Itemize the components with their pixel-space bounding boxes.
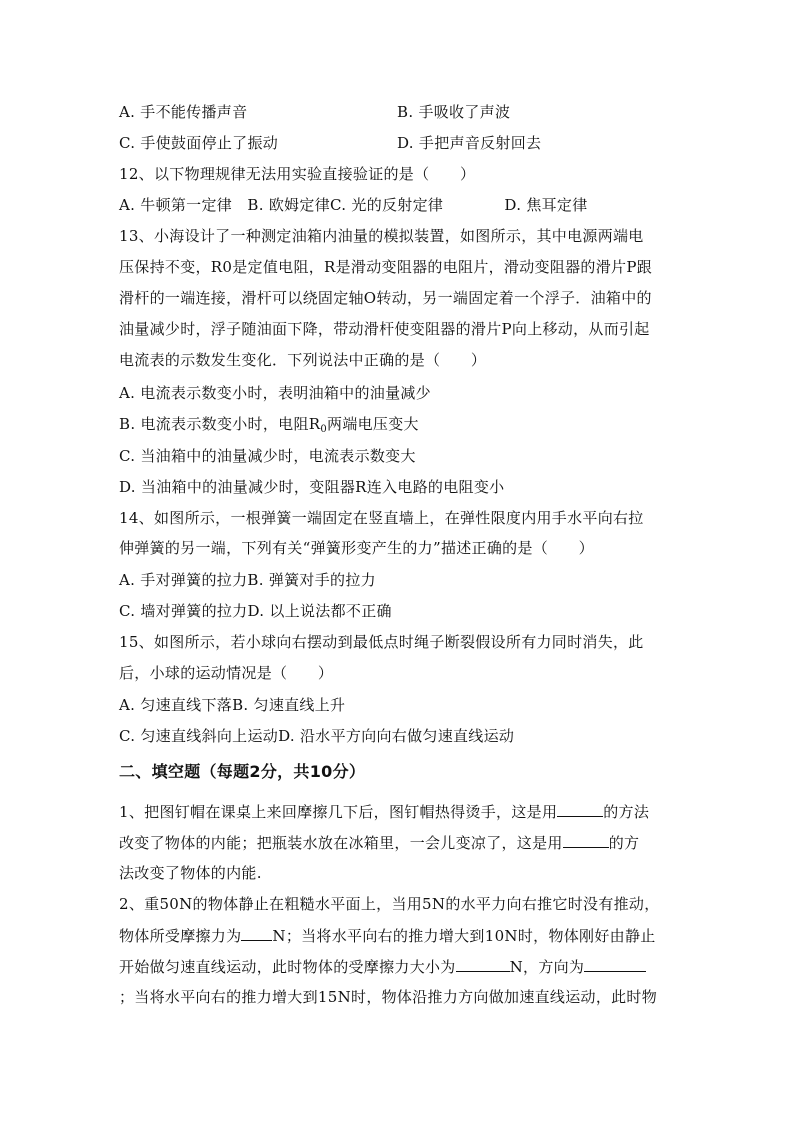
q13-stem-line-3: 滑杆的一端连接，滑杆可以绕固定轴O转动，另一端固定着一个浮子．油箱中的	[119, 289, 652, 307]
q15-stem-line-1: 15、如图所示，若小球向右摆动到最低点时绳子断裂假设所有力同时消失，此	[119, 633, 644, 651]
section-heading: 二、填空题（每题2分，共10分）	[119, 762, 366, 781]
q13-stem-line-1: 13、小海设计了一种测定油箱内油量的模拟装置，如图所示，其中电源两端电	[119, 227, 644, 245]
fill2-line-1: 2、重50N的物体静止在粗糙水平面上，当用5N的水平力向右推它时没有推动，	[119, 895, 660, 913]
q12-options: A. 牛顿第一定律 B. 欧姆定律C. 光的反射定律 D. 焦耳定律	[119, 196, 588, 214]
fill2-line-2-text-end: N；当将水平向右的推力增大到10N时，物体刚好由静止	[272, 927, 656, 945]
fill1-line-1-text-end: 的方法	[603, 803, 650, 821]
q13-option-c: C. 当油箱中的油量减少时，电流表示数变大	[119, 447, 416, 465]
q13-option-a: A. 电流表示数变小时，表明油箱中的油量减少	[119, 384, 431, 402]
fill1-line-2-text-end: 的方	[608, 834, 640, 852]
q14-options-cd: C. 墙对弹簧的拉力D. 以上说法都不正确	[119, 602, 392, 620]
fill1-line-3: 法改变了物体的内能.	[119, 864, 262, 882]
fill2-line-3-text: 开始做匀速直线运动，此时物体的受摩擦力大小为	[119, 958, 456, 976]
q13-option-b	[119, 414, 419, 440]
q13-stem-line-5: 电流表的示数发生变化．下列说法中正确的是（ ）	[119, 351, 487, 369]
answer-blank	[456, 956, 510, 972]
answer-blank	[557, 801, 603, 817]
q11-option-b: B. 手吸收了声波	[397, 103, 511, 121]
fill2-line-3	[119, 956, 646, 977]
q13-option-b-text: B. 电流表示数变小时，电阻R	[119, 415, 321, 433]
fill1-line-2	[119, 832, 639, 853]
fill2-line-2-text: 物体所受摩擦力为	[119, 927, 242, 945]
q13-option-b-subscript: 0	[320, 424, 328, 435]
fill2-line-2	[119, 925, 656, 946]
answer-blank	[241, 925, 272, 941]
q11-option-d: D. 手把声音反射回去	[397, 134, 542, 152]
q15-options-ab: A. 匀速直线下落B. 匀速直线上升	[119, 696, 346, 714]
fill2-line-4: ；当将水平向右的推力增大到15N时，物体沿推力方向做加速直线运动，此时物	[119, 988, 658, 1006]
q15-options-cd: C. 匀速直线斜向上运动D. 沿水平方向向右做匀速直线运动	[119, 727, 515, 745]
fill1-line-1	[119, 801, 649, 822]
q13-option-d: D. 当油箱中的油量减少时，变阻器R连入电路的电阻变小	[119, 478, 505, 496]
q13-stem-line-2: 压保持不变，R0是定值电阻，R是滑动变阻器的电阻片，滑动变阻器的滑片P跟	[119, 258, 653, 276]
q11-option-c: C. 手使鼓面停止了振动	[119, 134, 279, 152]
q14-stem-line-1: 14、如图所示，一根弹簧一端固定在竖直墙上，在弹性限度内用手水平向右拉	[119, 509, 644, 527]
fill1-line-2-text: 改变了物体的内能；把瓶装水放在冰箱里，一会儿变凉了，这是用	[119, 834, 563, 852]
q13-option-b-text-end: 两端电压变大	[327, 415, 419, 433]
fill2-line-3-text-mid: N，方向为	[509, 958, 585, 976]
q14-stem-line-2: 伸弹簧的另一端，下列有关“弹簧形变产生的力”描述正确的是（ ）	[119, 539, 594, 557]
fill1-line-1-text: 1、把图钉帽在课桌上来回摩擦几下后，图钉帽热得烫手，这是用	[119, 803, 558, 821]
q12-stem: 12、以下物理规律无法用实验直接验证的是（ ）	[119, 165, 476, 183]
q11-option-row-1	[119, 102, 247, 122]
answer-blank	[584, 956, 646, 972]
q15-stem-line-2: 后，小球的运动情况是（ ）	[119, 664, 334, 682]
answer-blank	[563, 832, 609, 848]
q14-options-ab: A. 手对弹簧的拉力B. 弹簧对手的拉力	[119, 571, 376, 589]
q13-stem-line-4: 油量减少时，浮子随油面下降，带动滑杆使变阻器的滑片P向上移动，从而引起	[119, 320, 650, 338]
q11-option-a: A. 手不能传播声音	[119, 103, 248, 121]
